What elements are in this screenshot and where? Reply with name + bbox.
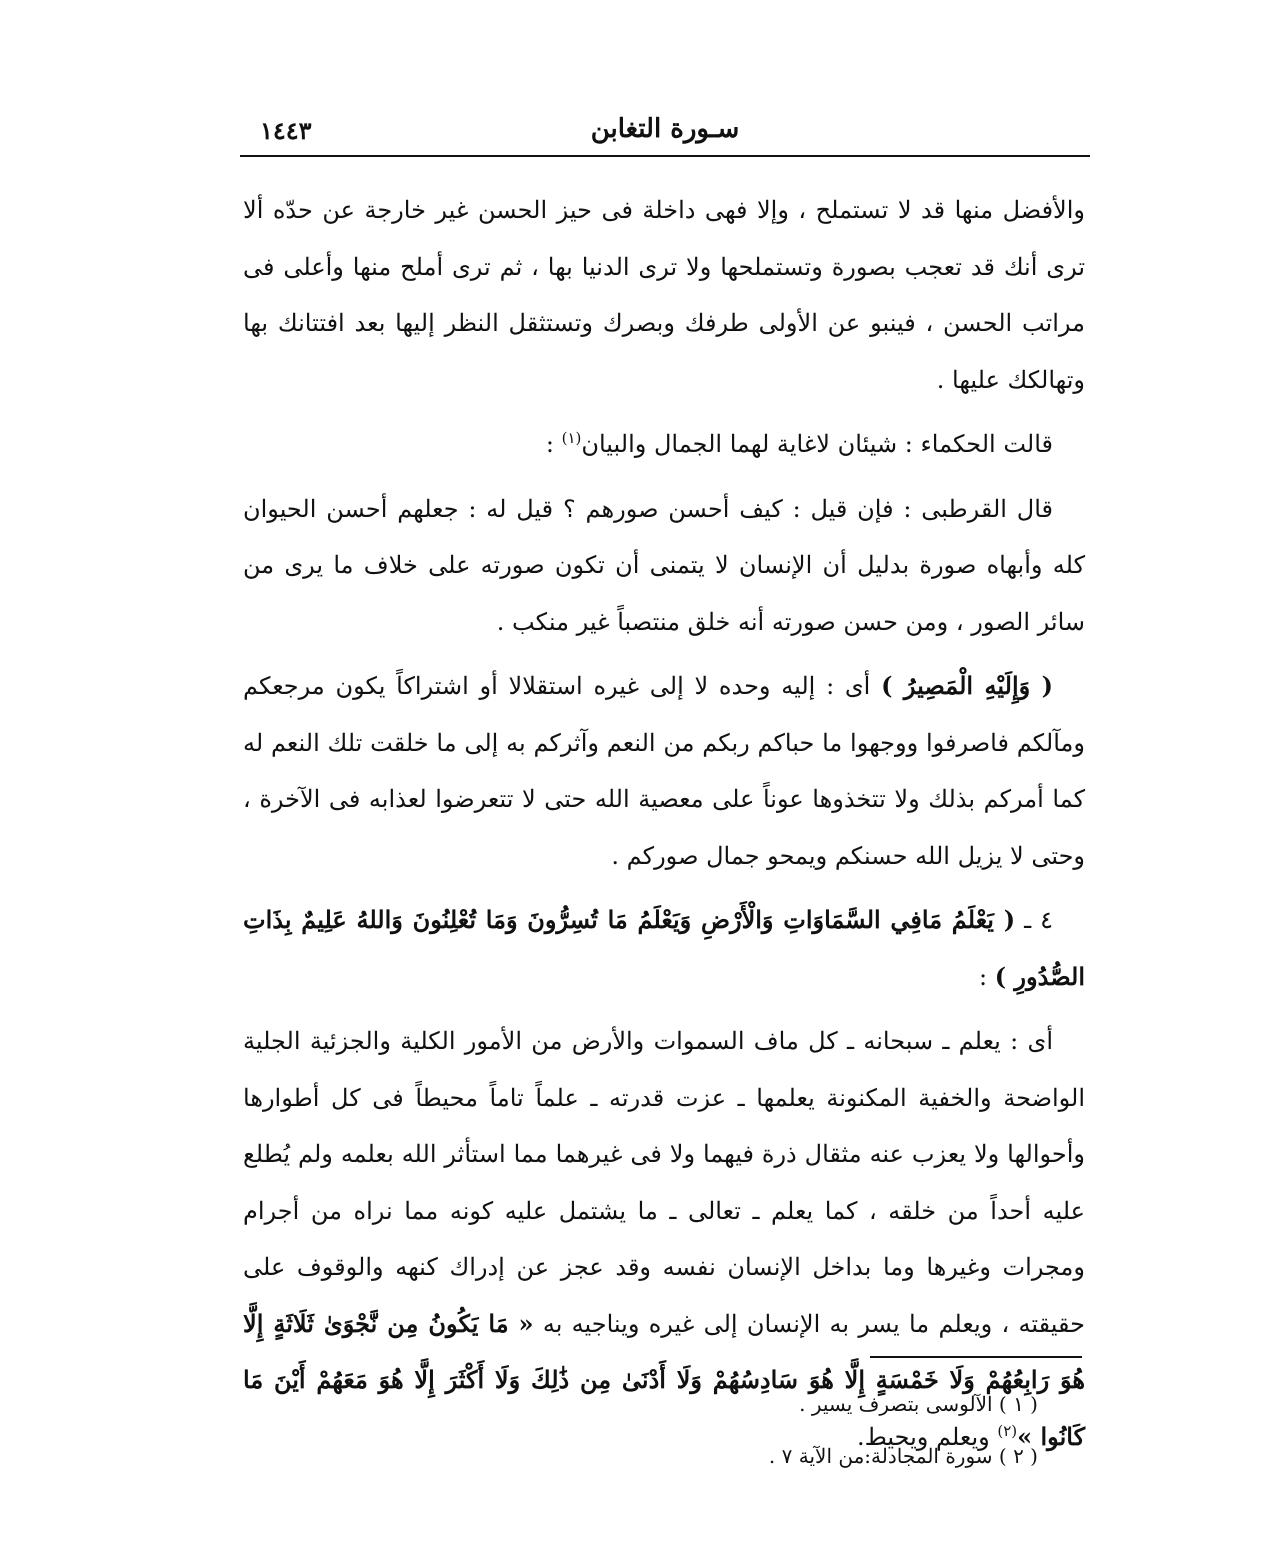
header-rule bbox=[240, 155, 1090, 157]
quran-quote-mujadila: « مَا يَكُونُ مِن نَّجْوَىٰ ثَلَاثَةٍ إِلَّا هُوَ رَابِعُهُمْ وَلَا خَمْسَةٍ إِلَّا هُوَ سَادِسُهُمْ وَلَا أَدْنَىٰ مِن ذَٰلِكَ وَلَا أَكْثَرَ إِلَّا هُوَ مَعَهُمْ أَيْنَ مَا كَانُوا » bbox=[243, 1308, 1085, 1451]
paragraph-destination-text: أى : إليه وحده لا إلى غيره استقلالا أو اشتراكاً يكون مرجعكم ومآلكم فاصرفوا ووجهوا ما حباكم ربكم من النعم وآثركم به إلى ما خلقت تلك النعم له كما أمركم بذلك ولا تتخذوها عوناً على معصية الله حتى لا تتعرضوا لعذابه فى الآخرة ، وحتى لا يزيل الله حسنكم ويمحو جمال صوركم . bbox=[243, 672, 1085, 870]
footnote-ref-2: (٢) bbox=[997, 1421, 1018, 1440]
footnotes bbox=[560, 1378, 1038, 1482]
verse-4-end: : bbox=[979, 962, 995, 991]
paragraph-sages-end: : bbox=[545, 430, 562, 458]
footnote-1: ( ١ ) الآلوسى بتصرف يسير . bbox=[799, 1392, 1038, 1416]
paragraph-sages-text: قالت الحكماء : شيئان لاغاية لهما الجمال والبيان bbox=[581, 430, 1053, 458]
verse-4 bbox=[243, 892, 1085, 1005]
paragraph-beauty: والأفضل منها قد لا تستملح ، وإلا فهى داخلة فى حيز الحسن غير خارجة عن حدّه ألا ترى أنك قد تعجب بصورة وتستملحها ولا ترى الدنيا بها ، ثم ترى أملح منها وأعلى فى مراتب الحسن ، فينبو عن الأولى طرفك وبصرك وتستثقل النظر إليها بعد افتتانك بها وتهالكك عليها . bbox=[243, 196, 1085, 394]
verse-number: ٤ ـ bbox=[1015, 906, 1053, 934]
quran-quote-destination: ( وَإِلَيْهِ الْمَصِيرُ ) bbox=[881, 671, 1054, 700]
paragraph-knowledge-end: ويعلم ويحيط. bbox=[856, 1422, 998, 1451]
paragraph-sages bbox=[243, 416, 1085, 473]
quran-verse-4: ( يَعْلَمُ مَافِي السَّمَاوَاتِ وَالْأَرْضِ وَيَعْلَمُ مَا تُسِرُّونَ وَمَا تُعْلِنُونَ وَاللهُ عَلِيمٌ بِذَاتِ الصُّدُورِ ) bbox=[243, 905, 1085, 991]
paragraph-knowledge-text: أى : يعلم ـ سبحانه ـ كل ماف السموات والأرض من الأمور الكلية والجزئية الجلية الواضحة والخفية المكنونة يعلمها ـ عزت قدرته ـ علماً تاماً محيطاً فى كل أطوارها وأحوالها ولا يعزب عنه مثقال ذرة فيهما ولا فى غيرهما مما استأثر الله بعلمه ولم يُطلع عليه أحداً من خلقه ، كما يعلم ـ تعالى ـ ما يشتمل عليه كونه مما نراه من أجرام ومجرات وغيرها وما بداخل الإنسان نفسه وقد عجز عن إدراك كنهه والوقوف على حقيقته ، ويعلم ما يسر به الإنسان إلى غيره ويناجيه به bbox=[243, 1027, 1085, 1338]
running-title: سـورة التغابن bbox=[590, 114, 740, 144]
footnote-ref-1: (١) bbox=[561, 429, 582, 447]
body-text bbox=[243, 182, 1085, 1473]
footnote-2: ( ٢ ) سورة المجادلة:من الآية ٧ . bbox=[768, 1444, 1038, 1468]
paragraph-qurtubi: قال القرطبى : فإن قيل : كيف أحسن صورهم ؟ قيل له : جعلهم أحسن الحيوان كله وأبهاه صورة بدليل أن الإنسان لا يتمنى أن تكون صورته على خلاف ما يرى من سائر الصور ، ومن حسن صورته أنه خلق منتصباً غير منكب . bbox=[243, 494, 1085, 636]
paragraph-destination bbox=[243, 658, 1085, 884]
page-number: ١٤٤٣ bbox=[260, 116, 312, 145]
footnote-rule bbox=[870, 1356, 1082, 1358]
page-header bbox=[240, 112, 1090, 152]
